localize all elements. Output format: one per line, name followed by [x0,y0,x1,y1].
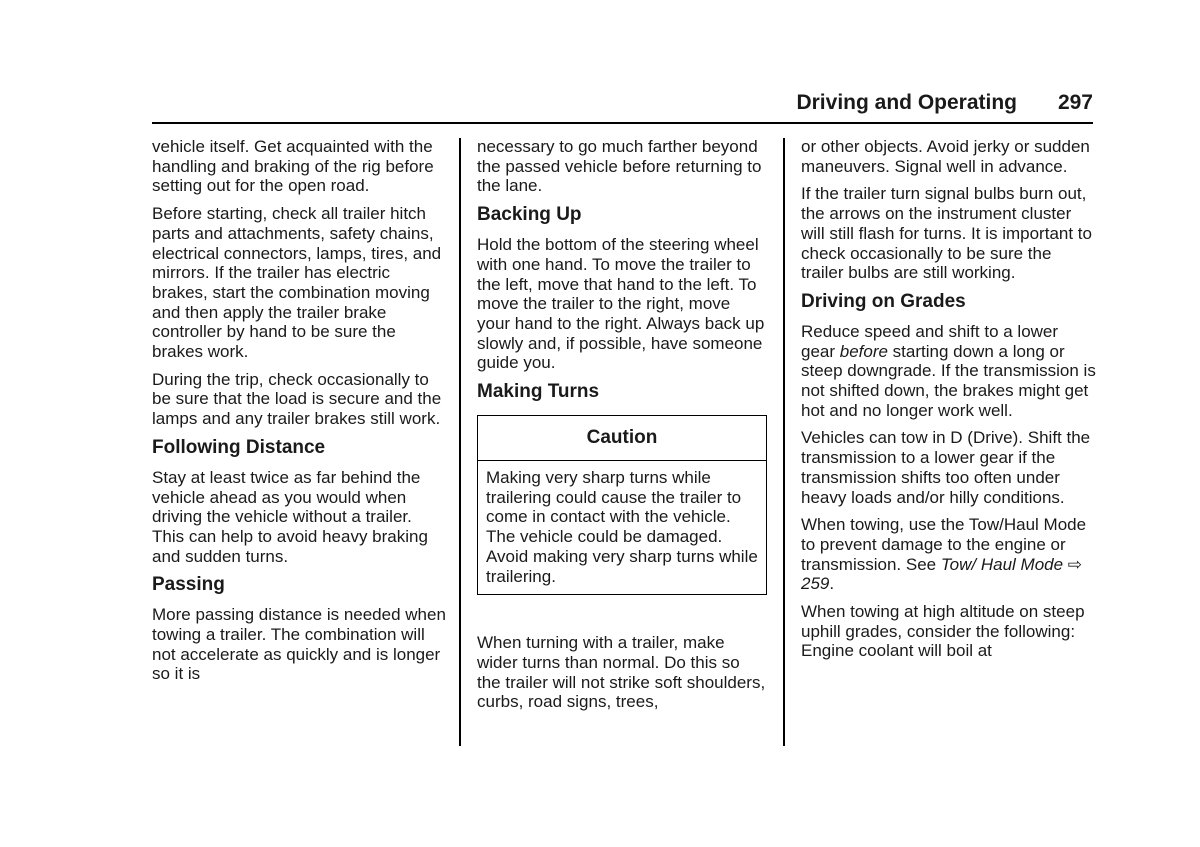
paragraph: When turning with a trailer, make wider turns than normal. Do this so the trailer will not strike soft shoulders, curbs, road signs, trees, [477,633,766,712]
caution-box [477,415,767,595]
page-header [152,88,1093,118]
text-run: starting down a long or steep downgrade. If the transmission is not shifted down, the brakes might get hot and no longer work well. [801,341,1096,420]
paragraph: Before starting, check all trailer hitch parts and attachments, safety chains, electrical connectors, lamps, tires, and mirrors. If the trailer has electric brakes, start the combination moving and then apply the trailer brake controller by hand to be sure the brakes work. [152,204,442,362]
paragraph: More passing distance is needed when towing a trailer. The combination will not accelerate as quickly and is longer so it is [152,605,446,684]
text-run: . [829,574,835,594]
paragraph: or other objects. Avoid jerky or sudden maneuvers. Signal well in advance. [801,137,1090,176]
paragraph: necessary to go much farther beyond the passed vehicle before returning to the lane. [477,137,762,196]
emphasis-before: before [839,341,888,361]
page-number: 297 [1057,91,1093,114]
header-rule [152,122,1093,124]
heading-making-turns: Making Turns [477,381,600,403]
paragraph: vehicle itself. Get acquainted with the handling and braking of the rig before setting out for the open road. [152,137,434,196]
paragraph: During the trip, check occasionally to be sure that the load is secure and the lamps and any trailer brakes still work. [152,369,442,429]
paragraph: When towing at high altitude on steep uphill grades, consider the following: Engine coolant will boil at [801,602,1085,661]
paragraph: Vehicles can tow in D (Drive). Shift the transmission to a lower gear if the transmission shifts too often under heavy loads and/or hilly conditions. [801,428,1091,507]
column-2 [477,137,768,720]
paragraph [801,322,1096,421]
column-1 [152,137,447,692]
column-divider-1 [459,138,461,746]
text-run: When towing, use the Tow/Haul Mode to prevent damage to the engine or transmission. See [801,515,1087,574]
paragraph: If the trailer turn signal bulbs burn out, the arrows on the instrument cluster will still flash for turns. It is important to check occasionally to be sure the trailer bulbs are still working. [801,184,1092,283]
caution-text: Making very sharp turns while trailering could cause the trailer to come in contact with the vehicle. The vehicle could be damaged. Avoid making very sharp turns while trailering. [486,468,758,586]
cross-reference-tow-haul-mode[interactable]: Tow/ Haul Mode [940,554,1064,574]
caution-title: Caution [478,416,766,461]
heading-passing: Passing [152,574,225,596]
cross-reference-page[interactable]: 259 [801,574,830,594]
heading-driving-on-grades: Driving on Grades [801,290,966,312]
column-3 [801,137,1096,669]
heading-backing-up: Backing Up [477,204,582,226]
paragraph: Hold the bottom of the steering wheel with one hand. To move the trailer to the left, move that hand to the left. To move the trailer to the right, move your hand to the right. Always back up slowly and, if possible, have someone guide you. [477,235,765,373]
text-run: Reduce speed and shift to a lower gear [801,321,1059,361]
paragraph: Stay at least twice as far behind the vehicle ahead as you would when driving the vehicle without a trailer. This can help to avoid heavy braking and sudden turns. [152,467,428,566]
column-divider-2 [783,138,785,746]
page-reference-arrow-icon: ⇨ [1067,554,1083,574]
section-title: Driving and Operating [796,91,1017,114]
heading-following-distance: Following Distance [152,436,326,458]
paragraph [801,515,1096,594]
